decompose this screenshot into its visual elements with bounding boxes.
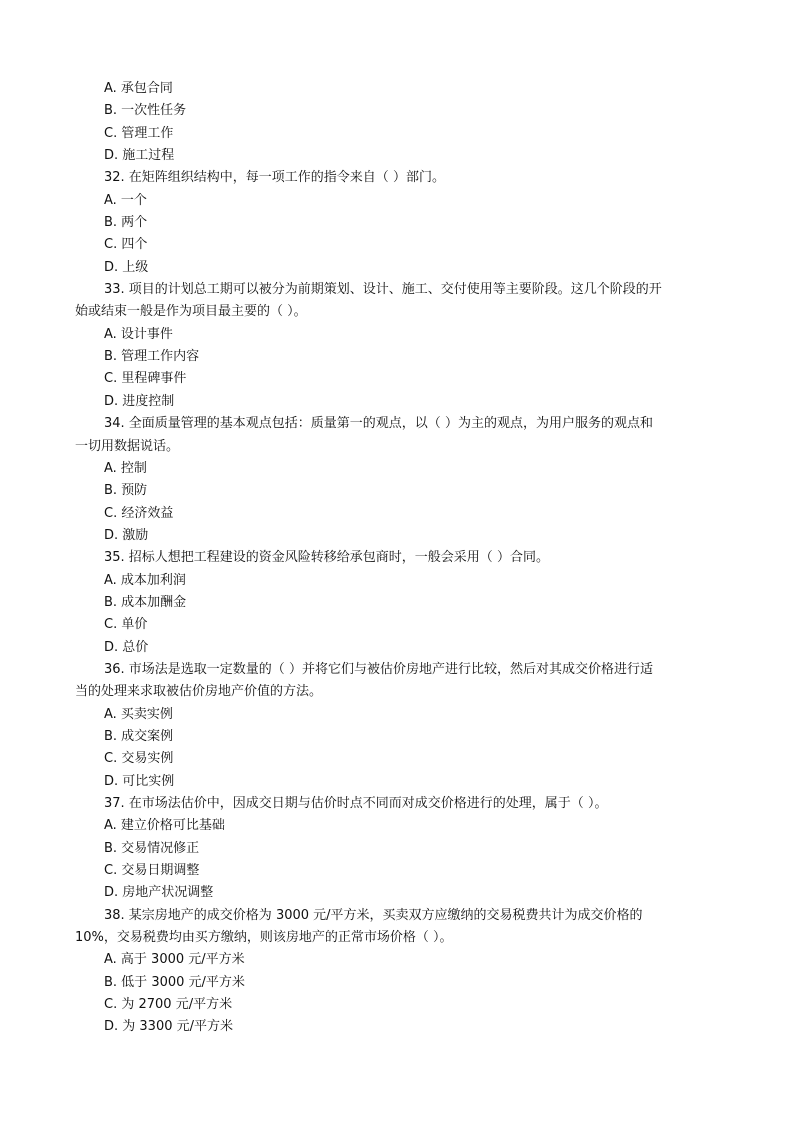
option-b-q34: B. 预防 [104,483,148,499]
question-38: 38. 某宗房地产的成交价格为 3000 元/平方米，买卖双方应缴纳的交易税费共计为成交价格的 [104,907,643,923]
option-b-q33: B. 管理工作内容 [104,349,200,365]
option-d-q35: D. 总价 [104,639,149,655]
option-a-q36: A. 买卖实例 [104,706,173,722]
option-a-q37: A. 建立价格可比基础 [104,818,225,834]
option-b-q38: B. 低于 3000 元/平方米 [104,974,245,990]
option-a-q33: A. 设计事件 [104,326,173,342]
exam-content [75,78,730,1039]
question-37: 37. 在市场法估价中，因成交日期与估价时点不同而对成交价格进行的处理，属于（ ）。 [104,796,608,811]
option-b-q35: B. 成本加酬金 [104,594,187,610]
option-d-q37: D. 房地产状况调整 [104,885,214,901]
option-b-q32: B. 两个 [104,215,148,231]
option-d-q31: D. 施工过程 [104,148,175,164]
question-36-continuation: 当的处理来求取被估价房地产价值的方法。 [75,684,323,700]
question-36: 36. 市场法是选取一定数量的（ ）并将它们与被估价房地产进行比较，然后对其成交价格进行适 [104,661,653,677]
question-33-continuation: 始或结束一般是作为项目最主要的（ ）。 [75,304,307,320]
option-b-q31: B. 一次性任务 [104,103,187,119]
option-c-q34: C. 经济效益 [104,505,174,521]
option-d-q36: D. 可比实例 [104,773,175,789]
question-33: 33. 项目的计划总工期可以被分为前期策划、设计、施工、交付使用等主要阶段。这几个阶段的开 [104,282,662,298]
option-d-q34: D. 激励 [104,527,149,543]
question-38-continuation: 10%，交易税费均由买方缴纳，则该房地产的正常市场价格（ ）。 [75,930,453,946]
option-a-q34: A. 控制 [104,460,147,476]
option-a-q35: A. 成本加利润 [104,572,186,588]
option-a-q38: A. 高于 3000 元/平方米 [104,952,245,968]
option-a-q31: A. 承包合同 [104,81,173,96]
question-34-continuation: 一切用数据说话。 [75,438,180,454]
question-32: 32. 在矩阵组织结构中，每一项工作的指令来自（ ）部门。 [104,170,445,186]
question-35: 35. 招标人想把工程建设的资金风险转移给承包商时，一般会采用（ ）合同。 [104,550,549,566]
option-d-q33: D. 进度控制 [104,393,175,409]
option-c-q31: C. 管理工作 [104,125,174,141]
option-c-q35: C. 单价 [104,617,148,633]
option-c-q38: C. 为 2700 元/平方米 [104,997,233,1013]
option-b-q37: B. 交易情况修正 [104,840,200,856]
question-34: 34. 全面质量管理的基本观点包括：质量第一的观点，以（ ）为主的观点，为用户服务的观点和 [104,416,653,432]
option-c-q36: C. 交易实例 [104,751,174,767]
option-c-q32: C. 四个 [104,237,148,253]
option-c-q37: C. 交易日期调整 [104,863,200,879]
option-d-q38: D. 为 3300 元/平方米 [104,1019,234,1035]
option-b-q36: B. 成交案例 [104,728,174,744]
option-c-q33: C. 里程碑事件 [104,371,187,387]
option-d-q32: D. 上级 [104,259,149,275]
option-a-q32: A. 一个 [104,192,147,208]
